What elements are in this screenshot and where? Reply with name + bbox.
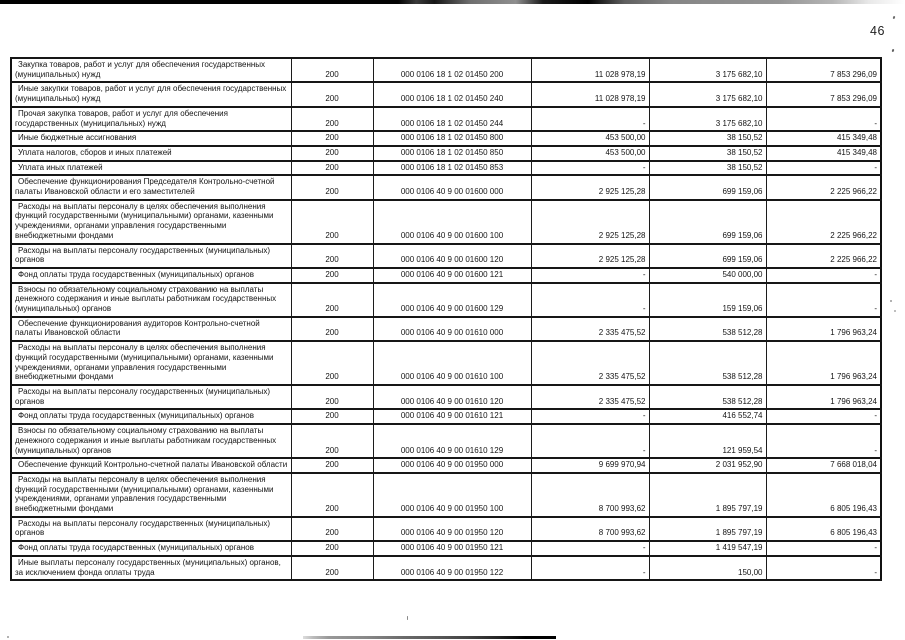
cell-amount-unexecuted: -: [766, 556, 881, 580]
cell-expenditure-type-code: 200: [291, 58, 373, 82]
cell-amount-executed: 699 159,06: [649, 200, 766, 244]
cell-expenditure-name: Уплата иных платежей: [11, 161, 291, 176]
cell-amount-approved: -: [531, 161, 649, 176]
cell-amount-approved: -: [531, 107, 649, 131]
cell-amount-unexecuted: 2 225 966,22: [766, 200, 881, 244]
cell-amount-approved: 2 925 125,28: [531, 175, 649, 199]
budget-expenditure-table: [10, 57, 882, 581]
cell-amount-unexecuted: -: [766, 161, 881, 176]
table-row: [11, 131, 881, 146]
cell-budget-classification-code: 000 0106 40 9 00 01610 000: [373, 317, 531, 341]
cell-budget-classification-code: 000 0106 18 1 02 01450 853: [373, 161, 531, 176]
cell-expenditure-type-code: 200: [291, 107, 373, 131]
cell-amount-executed: 3 175 682,10: [649, 82, 766, 106]
cell-amount-approved: -: [531, 541, 649, 556]
cell-amount-executed: 150,00: [649, 556, 766, 580]
cell-amount-executed: 416 552,74: [649, 409, 766, 424]
cell-budget-classification-code: 000 0106 18 1 02 01450 800: [373, 131, 531, 146]
cell-expenditure-type-code: 200: [291, 458, 373, 473]
cell-budget-classification-code: 000 0106 40 9 00 01950 121: [373, 541, 531, 556]
scan-speck: [893, 16, 896, 20]
table-row: [11, 541, 881, 556]
cell-expenditure-type-code: 200: [291, 409, 373, 424]
cell-budget-classification-code: 000 0106 40 9 00 01610 121: [373, 409, 531, 424]
table-row: [11, 409, 881, 424]
cell-amount-approved: 11 028 978,19: [531, 58, 649, 82]
cell-budget-classification-code: 000 0106 40 9 00 01950 000: [373, 458, 531, 473]
cell-amount-unexecuted: 2 225 966,22: [766, 244, 881, 268]
cell-amount-approved: 453 500,00: [531, 146, 649, 161]
cell-amount-approved: 11 028 978,19: [531, 82, 649, 106]
cell-budget-classification-code: 000 0106 40 9 00 01950 100: [373, 473, 531, 517]
cell-amount-approved: 8 700 993,62: [531, 517, 649, 541]
cell-amount-executed: 540 000,00: [649, 268, 766, 283]
cell-expenditure-type-code: 200: [291, 556, 373, 580]
cell-expenditure-type-code: 200: [291, 424, 373, 458]
cell-amount-executed: 1 895 797,19: [649, 517, 766, 541]
cell-amount-unexecuted: -: [766, 107, 881, 131]
cell-amount-unexecuted: 7 668 018,04: [766, 458, 881, 473]
table-row: [11, 341, 881, 385]
cell-expenditure-name: Расходы на выплаты персоналу государственных (муниципальных) органов: [11, 385, 291, 409]
cell-expenditure-name: Закупка товаров, работ и услуг для обеспечения государственных (муниципальных) нужд: [11, 58, 291, 82]
cell-amount-executed: 3 175 682,10: [649, 58, 766, 82]
cell-expenditure-type-code: 200: [291, 283, 373, 317]
cell-expenditure-name: Расходы на выплаты персоналу в целях обеспечения выполнения функций государственными (муниципальными) органами, казенными учреждениями, органами управления государственными внебюджетными фондами: [11, 341, 291, 385]
cell-amount-executed: 3 175 682,10: [649, 107, 766, 131]
cell-amount-unexecuted: 415 349,48: [766, 146, 881, 161]
cell-budget-classification-code: 000 0106 40 9 00 01610 129: [373, 424, 531, 458]
cell-amount-executed: 538 512,28: [649, 317, 766, 341]
scan-speck: [890, 300, 892, 302]
cell-expenditure-name: Обеспечение функционирования Председателя Контрольно-счетной палаты Ивановской области и его заместителей: [11, 175, 291, 199]
cell-amount-executed: 1 895 797,19: [649, 473, 766, 517]
table-row: [11, 556, 881, 580]
cell-expenditure-type-code: 200: [291, 161, 373, 176]
cell-amount-approved: 2 925 125,28: [531, 200, 649, 244]
cell-amount-approved: -: [531, 556, 649, 580]
cell-expenditure-type-code: 200: [291, 268, 373, 283]
cell-amount-unexecuted: 1 796 963,24: [766, 317, 881, 341]
cell-expenditure-type-code: 200: [291, 131, 373, 146]
cell-expenditure-name: Обеспечение функций Контрольно-счетной палаты Ивановской области: [11, 458, 291, 473]
cell-budget-classification-code: 000 0106 40 9 00 01600 000: [373, 175, 531, 199]
cell-budget-classification-code: 000 0106 40 9 00 01610 100: [373, 341, 531, 385]
page-number: 46: [870, 24, 885, 38]
cell-amount-unexecuted: 1 796 963,24: [766, 341, 881, 385]
cell-amount-executed: 2 031 952,90: [649, 458, 766, 473]
table-row: [11, 82, 881, 106]
cell-amount-unexecuted: 415 349,48: [766, 131, 881, 146]
scan-speck: [407, 616, 408, 620]
cell-amount-executed: 38 150,52: [649, 146, 766, 161]
cell-expenditure-name: Прочая закупка товаров, работ и услуг для обеспечения государственных (муниципальных) нужд: [11, 107, 291, 131]
cell-amount-executed: 699 159,06: [649, 175, 766, 199]
cell-budget-classification-code: 000 0106 40 9 00 01600 129: [373, 283, 531, 317]
cell-amount-approved: -: [531, 283, 649, 317]
cell-expenditure-name: Взносы по обязательному социальному страхованию на выплаты денежного содержания и иные выплаты работникам государственных (муниципальных) органов: [11, 424, 291, 458]
cell-amount-approved: 8 700 993,62: [531, 473, 649, 517]
cell-amount-executed: 538 512,28: [649, 341, 766, 385]
cell-amount-approved: -: [531, 424, 649, 458]
cell-expenditure-type-code: 200: [291, 317, 373, 341]
scan-edge-top-artifact: [0, 0, 905, 4]
budget-table-container: [10, 57, 882, 581]
cell-amount-approved: 9 699 970,94: [531, 458, 649, 473]
budget-table-body: [11, 58, 881, 580]
table-row: [11, 58, 881, 82]
cell-amount-unexecuted: -: [766, 409, 881, 424]
cell-expenditure-name: Иные закупки товаров, работ и услуг для обеспечения государственных (муниципальных) нужд: [11, 82, 291, 106]
table-row: [11, 283, 881, 317]
table-row: [11, 517, 881, 541]
cell-budget-classification-code: 000 0106 40 9 00 01600 100: [373, 200, 531, 244]
cell-expenditure-type-code: 200: [291, 517, 373, 541]
cell-amount-approved: -: [531, 409, 649, 424]
cell-budget-classification-code: 000 0106 18 1 02 01450 240: [373, 82, 531, 106]
cell-expenditure-name: Взносы по обязательному социальному страхованию на выплаты денежного содержания и иные выплаты работникам государственных (муниципальных) органов: [11, 283, 291, 317]
cell-budget-classification-code: 000 0106 40 9 00 01600 121: [373, 268, 531, 283]
cell-amount-unexecuted: 6 805 196,43: [766, 517, 881, 541]
cell-amount-unexecuted: -: [766, 424, 881, 458]
cell-budget-classification-code: 000 0106 40 9 00 01950 120: [373, 517, 531, 541]
cell-expenditure-name: Расходы на выплаты персоналу государственных (муниципальных) органов: [11, 244, 291, 268]
cell-amount-approved: 2 335 475,52: [531, 341, 649, 385]
cell-expenditure-name: Расходы на выплаты персоналу в целях обеспечения выполнения функций государственными (муниципальными) органами, казенными учреждениями, органами управления государственными внебюджетными фондами: [11, 200, 291, 244]
cell-amount-unexecuted: -: [766, 283, 881, 317]
cell-budget-classification-code: 000 0106 18 1 02 01450 850: [373, 146, 531, 161]
cell-budget-classification-code: 000 0106 40 9 00 01610 120: [373, 385, 531, 409]
table-row: [11, 424, 881, 458]
table-row: [11, 107, 881, 131]
scan-edge-bottom-artifact: [303, 636, 556, 639]
cell-budget-classification-code: 000 0106 40 9 00 01600 120: [373, 244, 531, 268]
cell-expenditure-name: Фонд оплаты труда государственных (муниципальных) органов: [11, 268, 291, 283]
cell-expenditure-name: Уплата налогов, сборов и иных платежей: [11, 146, 291, 161]
cell-amount-executed: 538 512,28: [649, 385, 766, 409]
cell-amount-unexecuted: 2 225 966,22: [766, 175, 881, 199]
cell-amount-approved: 453 500,00: [531, 131, 649, 146]
cell-expenditure-name: Расходы на выплаты персоналу в целях обеспечения выполнения функций государственными (муниципальными) органами, казенными учреждениями, органами управления государственными внебюджетными фондами: [11, 473, 291, 517]
cell-amount-unexecuted: 7 853 296,09: [766, 58, 881, 82]
cell-expenditure-type-code: 200: [291, 146, 373, 161]
cell-amount-unexecuted: 6 805 196,43: [766, 473, 881, 517]
cell-expenditure-name: Расходы на выплаты персоналу государственных (муниципальных) органов: [11, 517, 291, 541]
table-row: [11, 473, 881, 517]
cell-budget-classification-code: 000 0106 40 9 00 01950 122: [373, 556, 531, 580]
cell-amount-unexecuted: 1 796 963,24: [766, 385, 881, 409]
cell-expenditure-name: Фонд оплаты труда государственных (муниципальных) органов: [11, 409, 291, 424]
cell-expenditure-type-code: 200: [291, 244, 373, 268]
cell-expenditure-name: Фонд оплаты труда государственных (муниципальных) органов: [11, 541, 291, 556]
table-row: [11, 458, 881, 473]
cell-amount-approved: 2 925 125,28: [531, 244, 649, 268]
cell-amount-unexecuted: -: [766, 268, 881, 283]
cell-amount-executed: 159 159,06: [649, 283, 766, 317]
cell-budget-classification-code: 000 0106 18 1 02 01450 244: [373, 107, 531, 131]
cell-amount-approved: -: [531, 268, 649, 283]
scan-speck: [892, 49, 895, 53]
cell-amount-executed: 38 150,52: [649, 131, 766, 146]
scan-speck: [894, 310, 896, 312]
cell-amount-unexecuted: -: [766, 541, 881, 556]
table-row: [11, 244, 881, 268]
table-row: [11, 385, 881, 409]
cell-expenditure-type-code: 200: [291, 175, 373, 199]
cell-expenditure-type-code: 200: [291, 541, 373, 556]
table-row: [11, 268, 881, 283]
cell-budget-classification-code: 000 0106 18 1 02 01450 200: [373, 58, 531, 82]
cell-amount-executed: 699 159,06: [649, 244, 766, 268]
cell-expenditure-type-code: 200: [291, 473, 373, 517]
cell-amount-approved: 2 335 475,52: [531, 385, 649, 409]
cell-expenditure-name: Иные выплаты персоналу государственных (муниципальных) органов, за исключением фонда оплаты труда: [11, 556, 291, 580]
table-row: [11, 146, 881, 161]
cell-amount-executed: 38 150,52: [649, 161, 766, 176]
cell-expenditure-type-code: 200: [291, 200, 373, 244]
cell-expenditure-name: Иные бюджетные ассигнования: [11, 131, 291, 146]
cell-expenditure-type-code: 200: [291, 82, 373, 106]
scan-speck: [7, 636, 9, 638]
cell-amount-approved: 2 335 475,52: [531, 317, 649, 341]
cell-amount-executed: 1 419 547,19: [649, 541, 766, 556]
table-row: [11, 200, 881, 244]
table-row: [11, 317, 881, 341]
cell-amount-unexecuted: 7 853 296,09: [766, 82, 881, 106]
cell-expenditure-type-code: 200: [291, 385, 373, 409]
table-row: [11, 175, 881, 199]
cell-amount-executed: 121 959,54: [649, 424, 766, 458]
cell-expenditure-type-code: 200: [291, 341, 373, 385]
cell-expenditure-name: Обеспечение функционирования аудиторов Контрольно-счетной палаты Ивановской области: [11, 317, 291, 341]
table-row: [11, 161, 881, 176]
